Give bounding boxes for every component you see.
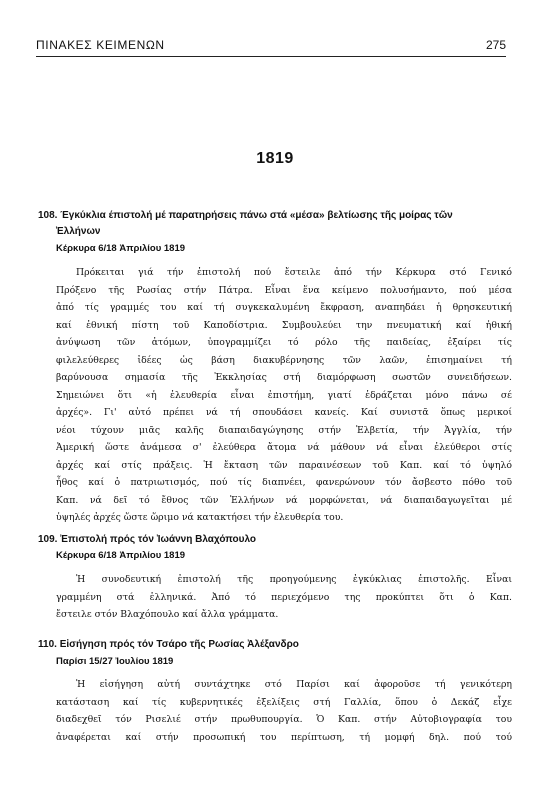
body-line: Καπ. νά δεῖ τό ἔθνος τῶν Ἑλλήνων νά μορφώνεται, νά διαπαιδαγωγεῖται μέ (56, 494, 512, 506)
body-line: ἦθος καί ὁ πατριωτισμός, πού τίς διαπνέει, φανερώνουν τόν ἄσβεστο πόθο τοῦ (56, 477, 512, 488)
header-rule (36, 56, 506, 57)
entry-title-text: Έγκύκλια έπιστολή μέ παρατηρήσεις πάνω στά «μέσα» βελτίωσης τῆς μοίρας τῶν (60, 210, 453, 221)
body-line: ἀπό τίς γραμμές του καί τή συγκεκαλυμένη ἔκφραση, αναπηδάει ἡ θρησκευτική (56, 302, 512, 313)
entry-108-place-date: Κέρκυρα 6/18 Ἀπριλίου 1819 (56, 243, 186, 254)
entry-109-body (56, 571, 512, 624)
body-line: ἀρχές καί στίς πράξεις. Ἡ ἔκταση τῶν παραινέσεων τοῦ Καπ. καί τό ὑψηλό (56, 459, 512, 471)
entry-110-place-date: Παρίσι 15/27 Ἰουλίου 1819 (56, 656, 174, 667)
entry-110-title (38, 637, 299, 653)
body-line: διαδεχθεῖ τόν Ρισελιέ στήν πρωθυπουργία. Ὁ Καπ. στήν Αὐτοβιογραφία του (56, 714, 512, 725)
body-line: ἀναφέρεται καί στήν προσωπική του περίπτωση, τή μομφή δηλ. πού τού (56, 731, 512, 743)
body-line: ἀνύψωση τῶν ἀτόμων, ὑπογραμμίζει τό ρόλο τῆς παιδείας, ἐξαίρει τίς (56, 337, 512, 348)
running-title: ΠΙΝΑΚΕΣ ΚΕΙΜΕΝΩΝ (36, 38, 165, 52)
entry-title-continuation: Ἑλλήνων (56, 226, 101, 237)
body-line: κατάσταση καί τίς κυβερνητικές ἐξελίξεις στή Γαλλία, ὅπου ὁ Δεκάζ εἶχε (56, 696, 512, 708)
entry-110-body (56, 676, 512, 746)
body-line: ἔστειλε στόν Βλαχόπουλο καί ἄλλα γράμματα. (56, 609, 279, 620)
body-line: βαρύνουσα σημασία τῆς Ἐκκλησίας στή διαμόρφωση σωστῶν συνειδήσεων. (56, 372, 512, 383)
entry-number: 109. (38, 534, 58, 545)
body-line: Ἡ συνοδευτική ἐπιστολή τῆς προηγούμενης ἐγκύκλιας ἐπιστολῆς. Εἶναι (76, 574, 512, 585)
body-line: ἀρχές». Γι' αὐτό πρέπει νά τή σπουδάσει κανείς. Καί συνιστᾶ ὅπως μερικοί (56, 407, 512, 418)
body-line: Ἡ εἰσήγηση αὐτή συντάχτηκε στό Παρίσι καί ἀφοροῦσε τή γενικότερη (76, 679, 512, 690)
entry-title-text: Ἐπιστολή πρός τόν Ἰωάννη Βλαχόπουλο (60, 534, 257, 545)
body-line: νέοι τύχουν μιᾶς καλῆς διαπαιδαγώγησης στήν Ἑλβετία, τήν Ἀγγλία, τήν (56, 424, 512, 436)
section-year-heading: 1819 (256, 150, 294, 167)
body-line: Πρόκειται γιά τήν ἐπιστολή πού ἔστειλε ἀπό τήν Κέρκυρα στό Γενικό (76, 267, 512, 278)
body-line: ὑψηλές ἀρχές ὥστε ὥριμο νά κατακτήσει τήν ἐλευθερία του. (56, 512, 344, 523)
entry-108-body (56, 264, 512, 527)
entry-title-text: Εἰσήγηση πρός τόν Τσάρο τῆς Ρωσίας Ἀλέξανδρο (59, 639, 299, 650)
body-line: Πρόξενο τῆς Ρωσίας στήν Πάτρα. Εἶναι ἕνα κείμενο πολυσήμαντο, πού μέσα (56, 284, 512, 296)
entry-number: 108. (38, 210, 58, 221)
body-line: Σημειώνει ὅτι «ἡ ἐλευθερία εἶναι ἐπιστήμη, γιατί ἑδράζεται μόνο πάνω σέ (56, 389, 512, 401)
entry-109-title (38, 532, 256, 548)
entry-108-title (38, 208, 453, 240)
body-line: Ἀμερική ὥστε ἀνάμεσα σ' ἐλεύθερα ἄτομα νά μάθουν νά εἶναι ἐλεύθεροι στίς (56, 442, 512, 453)
page-number: 275 (486, 38, 507, 52)
entry-number: 110. (38, 639, 57, 650)
body-line: φιλελεύθερες ἰδέες ὡς βάση διακυβέρνησης τῶν λαῶν, ἐπισημαίνει τή (56, 354, 512, 366)
body-line: γραμμένη στά ἑλληνικά. Ἀπό τό περιεχόμενο της προκύπτει ὅτι ὁ Καπ. (56, 591, 512, 603)
entry-109-place-date: Κέρκυρα 6/18 Ἀπριλίου 1819 (56, 550, 186, 561)
body-line: καί ἐθνική πίστη τοῦ Καποδίστρια. Συμβουλεύει την πνευματική καί ἠθική (56, 319, 512, 331)
